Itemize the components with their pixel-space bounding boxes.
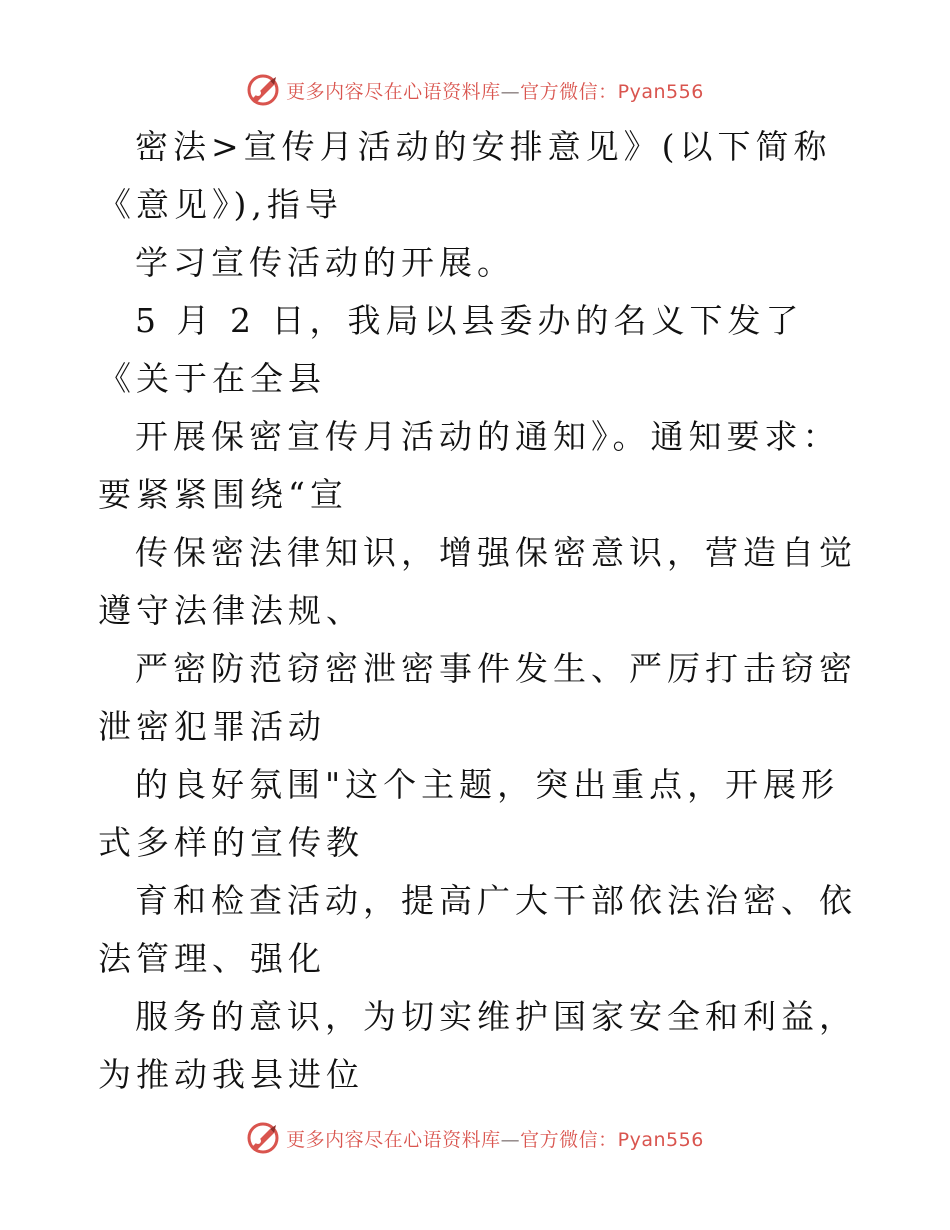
header-banner-title: 更多内容尽在心语资料库 bbox=[286, 80, 501, 103]
header-banner bbox=[0, 70, 950, 110]
footer-banner-text bbox=[286, 1125, 704, 1152]
paragraph: 育和检查活动，提高广大干部依法治密、依法管理、强化 bbox=[98, 881, 857, 978]
footer-banner bbox=[0, 1118, 950, 1158]
header-banner-text bbox=[286, 77, 704, 104]
header-banner-contact: 官方微信：Pyan556 bbox=[520, 80, 704, 103]
footer-banner-title: 更多内容尽在心语资料库 bbox=[286, 1128, 501, 1151]
paragraph: 学习宣传活动的开展。 bbox=[135, 243, 515, 282]
brand-logo-icon bbox=[246, 1121, 280, 1155]
paragraph: 5 月 2 日，我局以县委办的名义下发了《关于在全县 bbox=[98, 301, 804, 398]
footer-banner-contact: 官方微信：Pyan556 bbox=[520, 1128, 704, 1151]
paragraph: 服务的意识，为切实维护国家安全和利益，为推动我县进位 bbox=[98, 997, 857, 1094]
brand-logo-icon bbox=[246, 73, 280, 107]
paragraph: 开展保密宣传月活动的通知》。通知要求：要紧紧围绕“宣 bbox=[98, 417, 841, 514]
footer-banner-separator: — bbox=[500, 1128, 521, 1151]
paragraph: 的良好氛围"这个主题，突出重点，开展形式多样的宣传教 bbox=[98, 765, 840, 862]
paragraph: 密法>宣传月活动的安排意见》(以下简称《意见》),指导 bbox=[98, 127, 832, 224]
paragraph: 严密防范窃密泄密事件发生、严厉打击窃密泄密犯罪活动 bbox=[98, 649, 857, 746]
paragraph: 传保密法律知识，增强保密意识，营造自觉遵守法律法规、 bbox=[98, 533, 857, 630]
header-banner-separator: — bbox=[500, 80, 521, 103]
document-body bbox=[98, 118, 858, 1104]
